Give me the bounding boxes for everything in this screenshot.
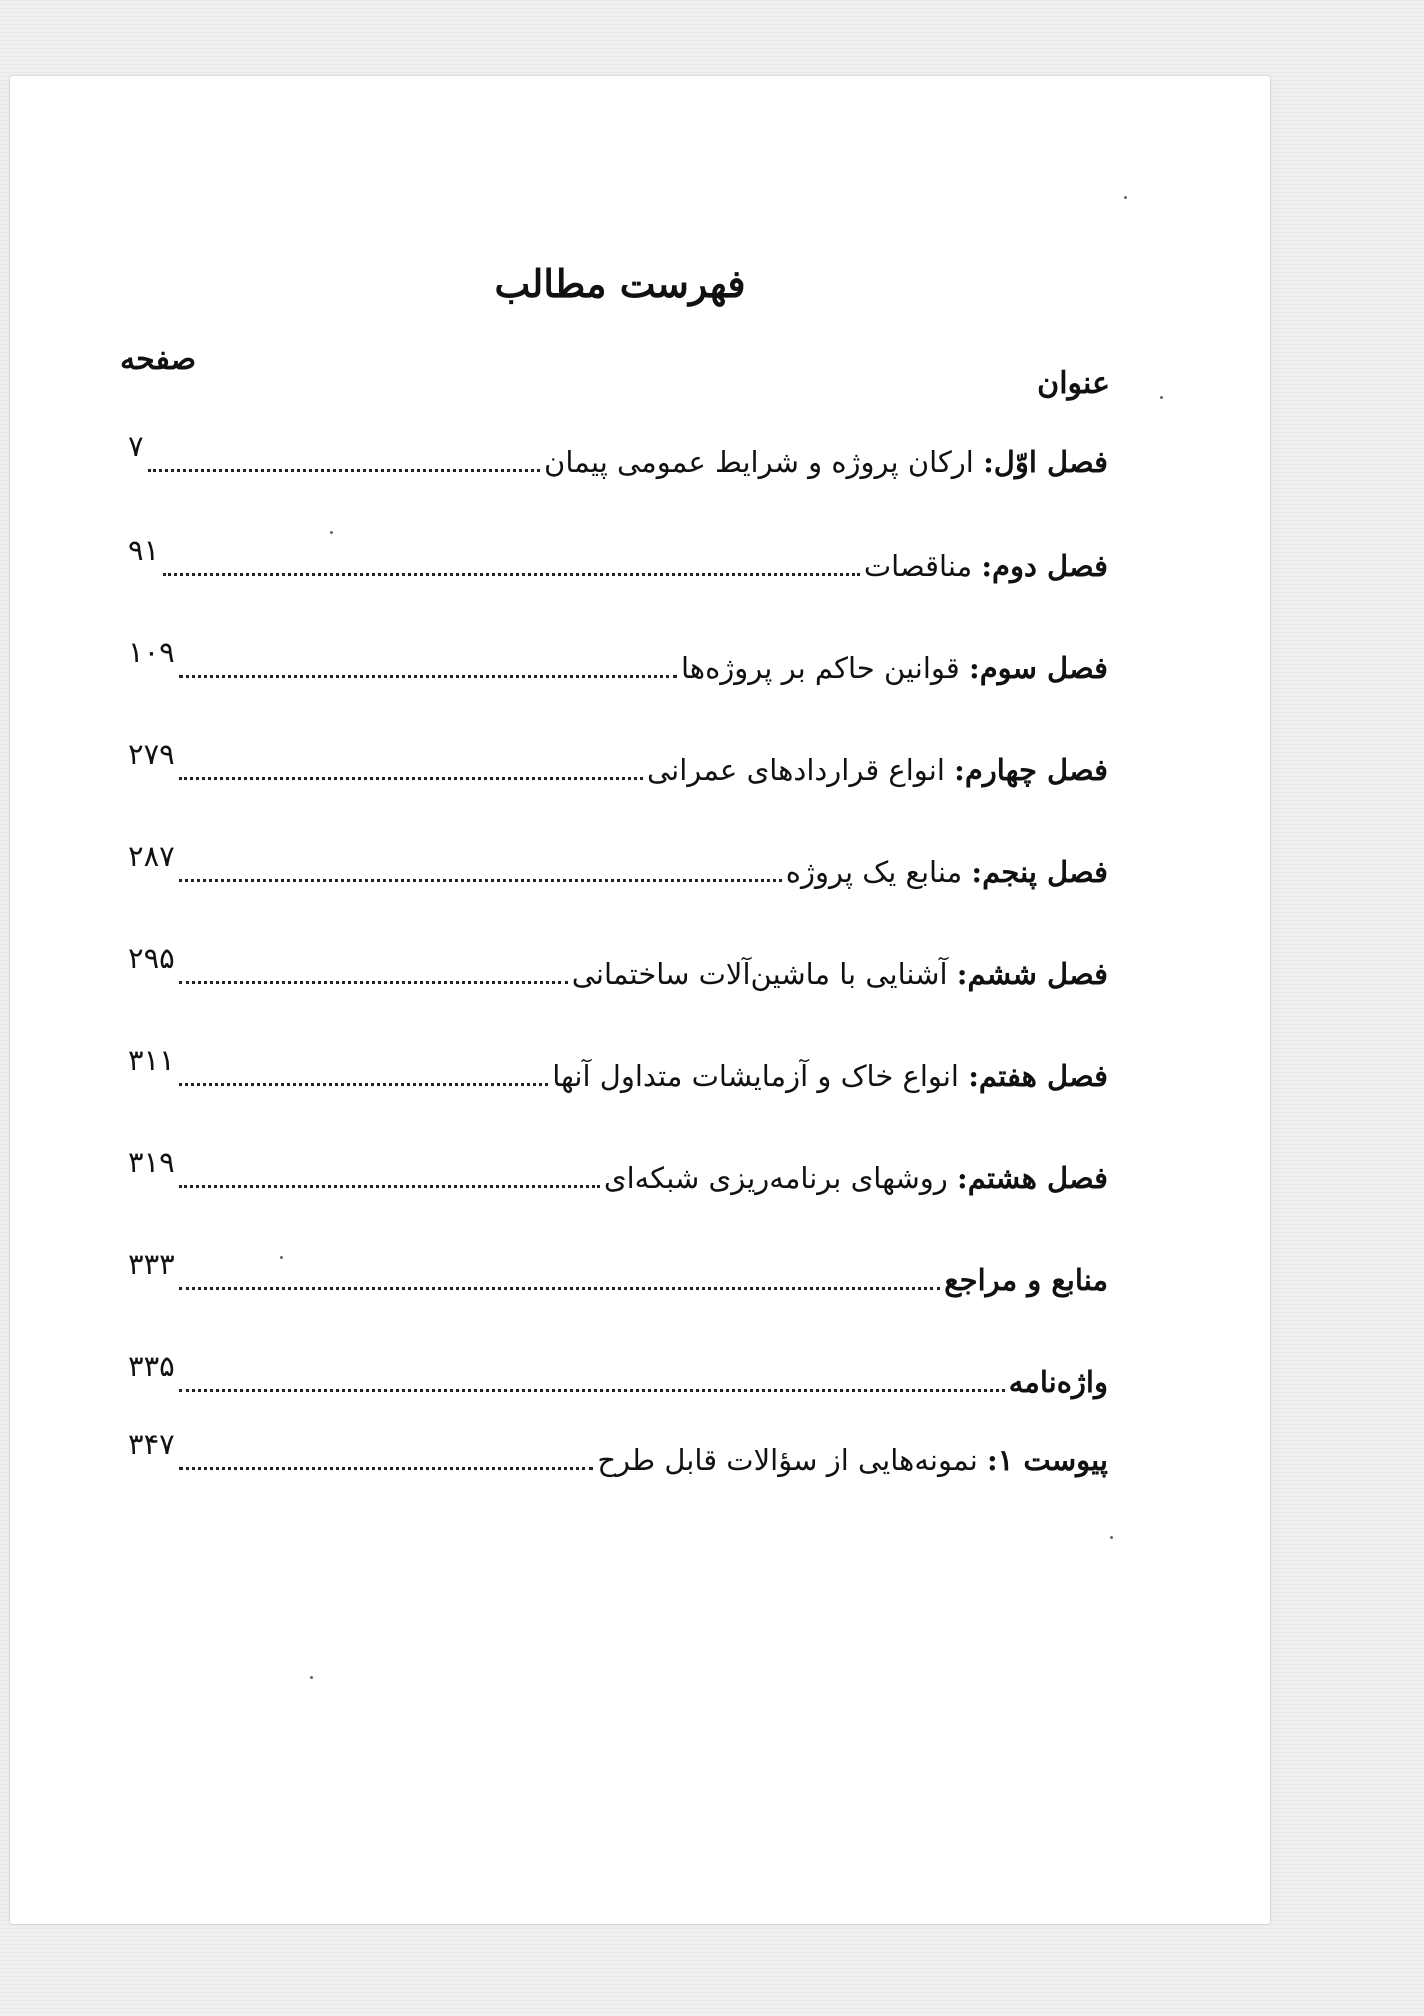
toc-entry-title (572, 952, 1108, 996)
toc-entry-text: منابع یک پروژه (785, 855, 963, 889)
column-page-header: صفحه (120, 342, 197, 377)
toc-entry-title (552, 1054, 1108, 1098)
leader-dots (179, 1286, 940, 1290)
toc-entry-title (647, 748, 1108, 792)
leader-dots (179, 674, 677, 678)
leader-dots (179, 980, 568, 984)
toc-entry-label: پیوست ۱: (987, 1443, 1108, 1477)
leader-dots (179, 1388, 1005, 1392)
toc-entry-text: قوانین حاکم بر پروژه‌ها (680, 651, 960, 685)
leader-dots (179, 1466, 594, 1470)
toc-entry-label: فصل چهارم: (954, 753, 1108, 787)
toc-entry-chapter-6 (128, 941, 1108, 996)
toc-entry-text: انواع خاک و آزمایشات متداول آنها (552, 1059, 959, 1093)
toc-entry-page: ۳۱۱ (128, 1043, 175, 1077)
leader-dots (163, 572, 860, 576)
toc-entry-page: ۳۳۳ (128, 1247, 175, 1281)
toc-entry-label: فصل هفتم: (968, 1059, 1108, 1093)
scan-speck (1110, 1536, 1113, 1539)
toc-entry-label: فصل پنجم: (971, 855, 1108, 889)
toc-entry-page: ۲۸۷ (128, 839, 175, 873)
leader-dots (179, 1184, 600, 1188)
toc-entry-page: ۹۱ (128, 533, 160, 567)
toc-entry-text: ارکان پروژه و شرایط عمومی پیمان (544, 445, 974, 479)
toc-entry-page: ۲۷۹ (128, 737, 175, 771)
scan-speck (330, 531, 333, 534)
scan-speck (310, 1676, 313, 1679)
scan-speck (1160, 396, 1163, 399)
toc-entry-label: فصل دوم: (981, 549, 1108, 583)
toc-entry-chapter-5 (128, 839, 1108, 894)
toc-entry-label: فصل هشتم: (957, 1161, 1108, 1195)
page-title: فهرست مطالب (494, 261, 746, 306)
toc-entry-title (604, 1156, 1108, 1200)
toc-entry-title (597, 1438, 1108, 1482)
toc-entry-text: آشنایی با ماشین‌آلات ساختمانی (571, 957, 948, 991)
toc-entry-title (681, 646, 1108, 690)
toc-entry-title (864, 544, 1108, 588)
scan-speck (280, 1256, 283, 1259)
scan-speck (1124, 196, 1127, 199)
toc-entry-label: فصل ششم: (956, 957, 1108, 991)
leader-dots (179, 878, 782, 882)
toc-entry-chapter-7 (128, 1043, 1108, 1098)
column-title-header: عنوان (1037, 366, 1110, 401)
toc-entry-title (786, 850, 1108, 894)
toc-entry-text: انواع قراردادهای عمرانی (646, 753, 945, 787)
toc-entry-text: مناقصات (863, 549, 973, 583)
toc-entry-page: ۳۳۵ (128, 1349, 175, 1383)
toc-entry-chapter-3 (128, 635, 1108, 690)
toc-entry-page: ۷ (128, 429, 144, 463)
toc-entry-page: ۲۹۵ (128, 941, 175, 975)
toc-entry-title (944, 1258, 1108, 1302)
toc-entry-text: نمونه‌هایی از سؤالات قابل طرح (597, 1443, 978, 1477)
toc-entry-references (128, 1247, 1108, 1302)
leader-dots (179, 1082, 548, 1086)
toc-entry-title (544, 440, 1108, 484)
toc-entry-chapter-2 (128, 533, 1108, 588)
toc-entry-chapter-8 (128, 1145, 1108, 1200)
toc-entry-text: روشهای برنامه‌ریزی شبکه‌ای (603, 1161, 948, 1195)
leader-dots (179, 776, 643, 780)
toc-entry-page: ۱۰۹ (128, 635, 175, 669)
toc-entry-label: منابع و مراجع (944, 1263, 1108, 1297)
leader-dots (148, 468, 540, 472)
document-page (10, 76, 1270, 1924)
toc-entry-glossary (128, 1349, 1108, 1404)
toc-entry-page: ۳۴۷ (128, 1427, 175, 1461)
toc-entry-label: فصل اوّل: (983, 445, 1108, 479)
toc-entry-label: فصل سوم: (968, 651, 1108, 685)
toc-entry-title (1009, 1360, 1108, 1404)
toc-entry-page: ۳۱۹ (128, 1145, 175, 1179)
toc-entry-chapter-1 (128, 429, 1108, 484)
toc-entry-appendix-1 (128, 1427, 1108, 1482)
toc-entry-chapter-4 (128, 737, 1108, 792)
toc-entry-label: واژه‌نامه (1008, 1365, 1108, 1399)
